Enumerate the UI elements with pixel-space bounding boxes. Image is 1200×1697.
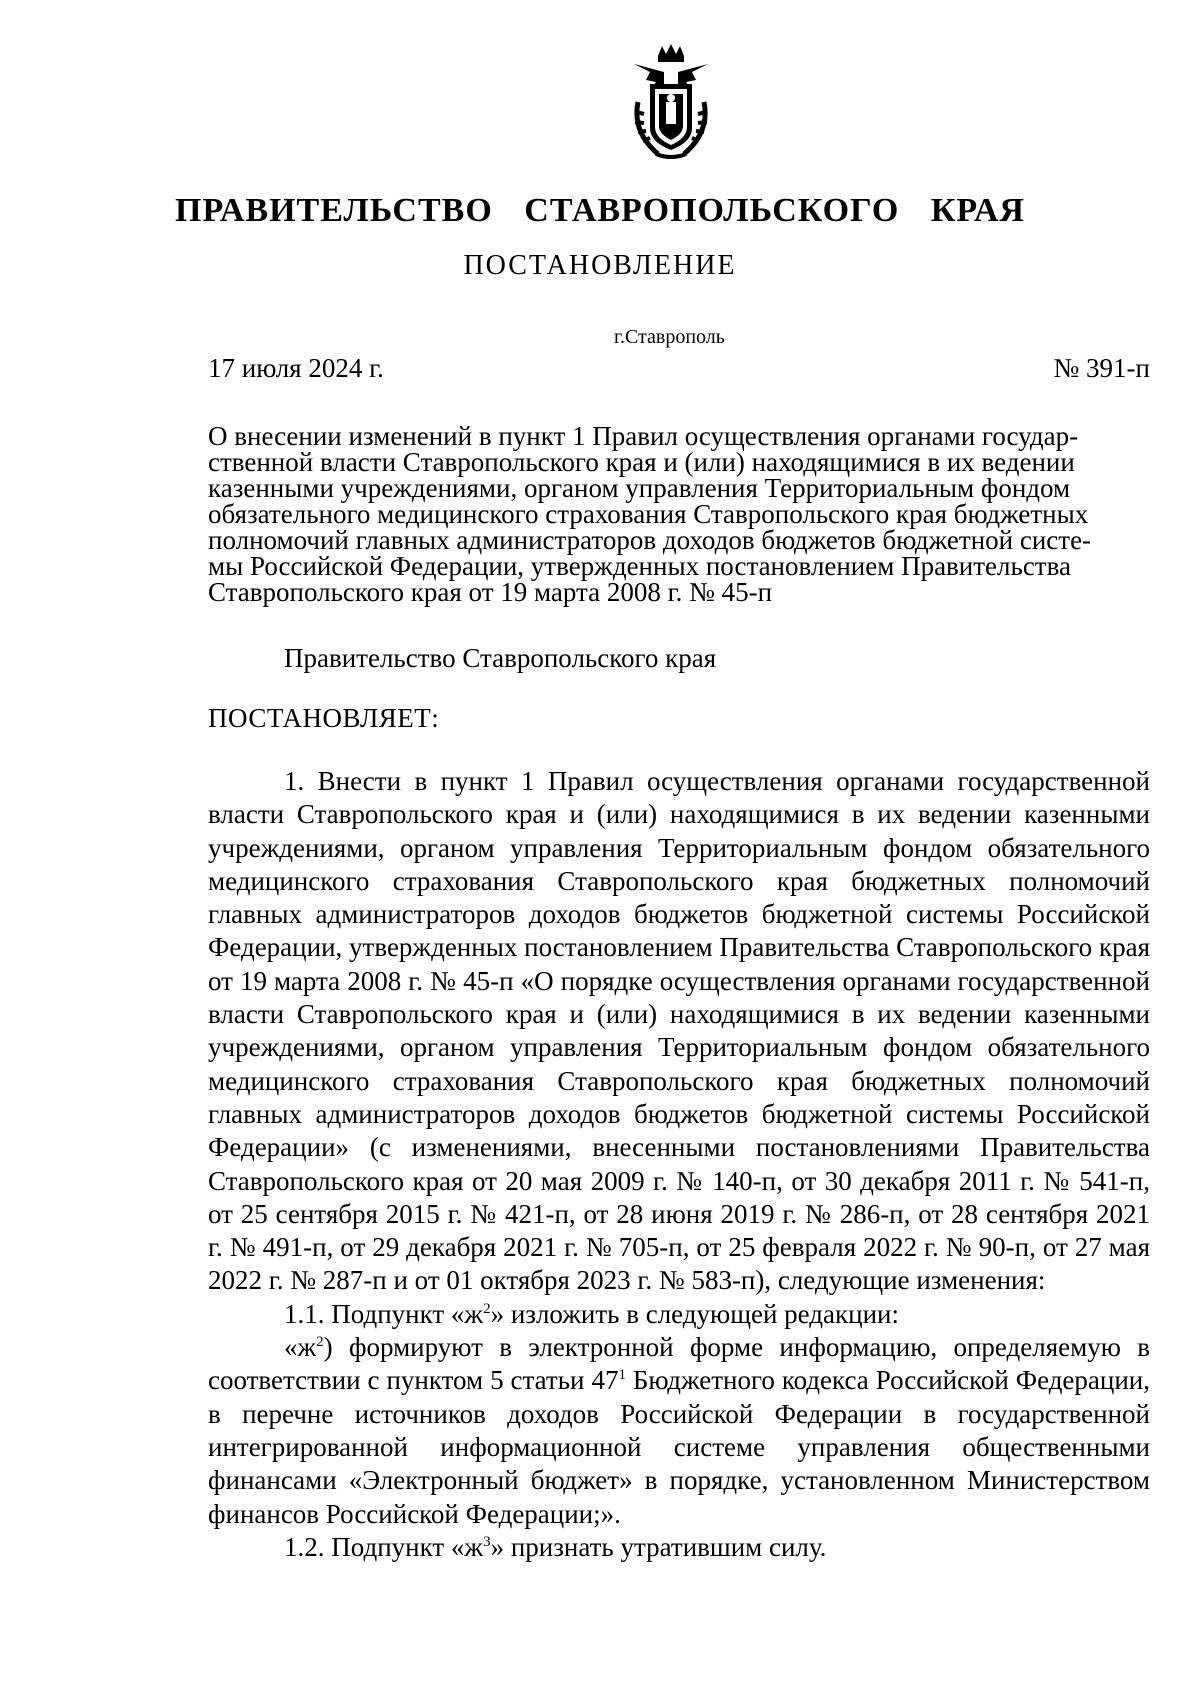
- text: «ж: [284, 1332, 317, 1363]
- text: » признать утратившим силу.: [490, 1531, 827, 1562]
- subject-line: ственной власти Ставропольского края и (или) находящимися в их ведении: [208, 447, 1075, 477]
- subject-line: мы Российской Федерации, утвержденных постановлением Правительства: [208, 551, 1071, 581]
- paragraph-1-2: [208, 1531, 1150, 1564]
- document-number: № 391-п: [1053, 353, 1150, 383]
- document-subject: [208, 423, 1150, 605]
- paragraph-1: 1. Внести в пункт 1 Правил осуществления органами государственной власти Ставропольского края и (или) находящимися в их ведении казенными учреждениями, органом управления Территориальным фондом обязательного медицинского страхования Ставропольского края бюджетных полномочий главных администраторов доходов бюджетов бюджетной системы Российской Федерации, утвержденных постановлением Правительства Ставропольского края от 19 марта 2008 г. № 45-п «О порядке осуществления органами государственной власти Ставропольского края и (или) находящимися в их ведении казенными учреждениями, органом управления Территориальным фондом обязательного медицинского страхования Ставропольского края бюджетных полномочий главных администраторов доходов бюджетов бюджетной системы Российской Федерации» (с изменениями, внесенными постановлениями Правительства Ставропольского края от 20 мая 2009 г. № 140-п, от 30 декабря 2011 г. № 541-п, от 25 сентября 2015 г. № 421-п, от 28 июня 2019 г. № 286-п, от 28 сентября 2021 г. № 491-п, от 29 декабря 2021 г. № 705-п, от 25 февраля 2022 г. № 90-п, от 27 мая 2022 г. № 287-п и от 01 октября 2023 г. № 583-п), следующие изменения:: [208, 766, 1150, 1296]
- coat-of-arms-icon: [628, 42, 714, 162]
- paragraph-1-1-text: [208, 1331, 1150, 1531]
- text: Бюджетного кодекса Российской Федерации, в перечне источников доходов Российской Федерации в государственной интегрированной информационной системе управления общественными финансами «Электронный бюджет» в порядке, установленном Министерством финансов Российской Федерации;».: [208, 1365, 1150, 1529]
- superscript: 2: [316, 1334, 324, 1351]
- subject-line: полномочий главных администраторов доходов бюджетов бюджетной систе-: [208, 525, 1092, 555]
- document-date: 17 июля 2024 г.: [208, 353, 384, 383]
- document-type: ПОСТАНОВЛЕНИЕ: [463, 250, 737, 281]
- text: 1.1. Подпункт «ж: [284, 1298, 484, 1329]
- preamble: Правительство Ставропольского края: [284, 643, 717, 673]
- text: 1.2. Подпункт «ж: [284, 1531, 484, 1562]
- text: » изложить в следующей редакции:: [490, 1298, 899, 1329]
- document-body: [208, 765, 1150, 1564]
- subject-line: О внесении изменений в пункт 1 Правил осуществления органами государ-: [208, 421, 1079, 451]
- subject-line: Ставропольского края от 19 марта 2008 г. № 45-п: [208, 577, 773, 607]
- subject-line: казенными учреждениями, органом управления Территориальным фондом: [208, 473, 1071, 503]
- text: ) формируют в электронной форме информацию, определяемую в соответствии с пунктом 5 статьи 47: [208, 1332, 1150, 1396]
- superscript: 1: [618, 1367, 626, 1384]
- superscript: 2: [483, 1300, 491, 1317]
- superscript: 3: [483, 1533, 491, 1550]
- document-city: г.Ставрополь: [614, 326, 725, 348]
- subject-line: обязательного медицинского страхования Ставропольского края бюджетных: [208, 499, 1089, 529]
- resolves-heading: ПОСТАНОВЛЯЕТ:: [208, 703, 440, 733]
- paragraph-1-1: [208, 1298, 1150, 1331]
- government-title: ПРАВИТЕЛЬСТВО СТАВРОПОЛЬСКОГО КРАЯ: [175, 192, 1025, 229]
